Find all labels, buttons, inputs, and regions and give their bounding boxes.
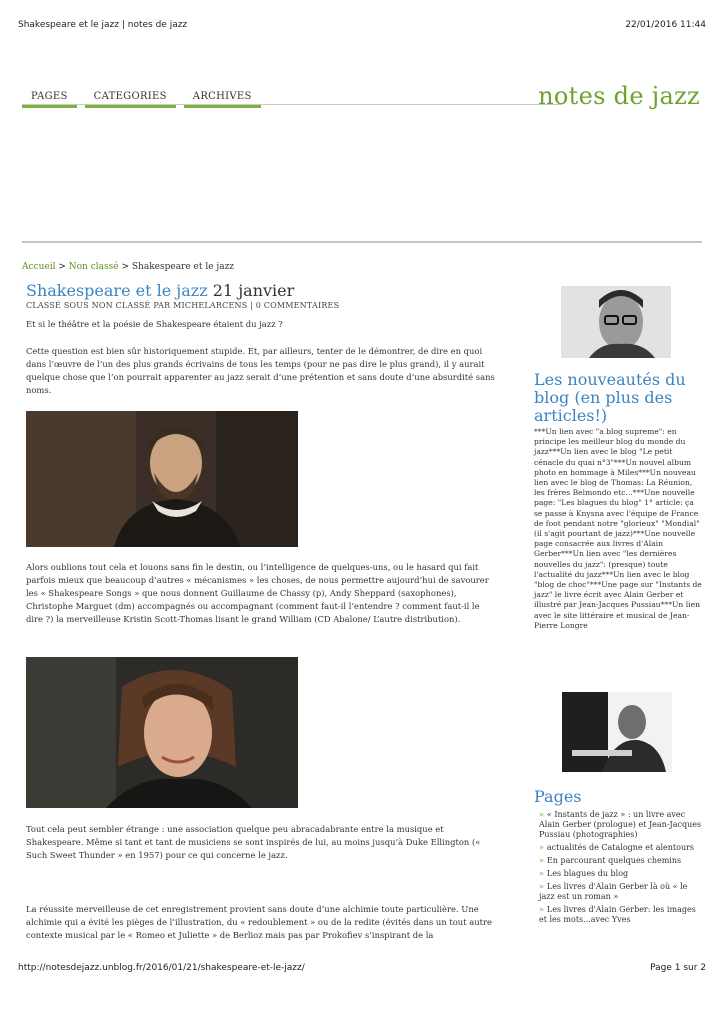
sidebar-page-link[interactable]: » En parcourant quelques chemins — [539, 856, 682, 865]
post-title — [26, 281, 294, 300]
print-page-title: Shakespeare et le jazz | notes de jazz — [18, 20, 188, 30]
breadcrumb-category[interactable]: Non classé — [68, 262, 119, 272]
sidebar-news-title: Les nouveautés du blog (en plus des articles!) — [534, 370, 686, 425]
post-date: 21 janvier — [212, 281, 295, 300]
print-header — [18, 20, 706, 34]
sidebar-news-text: ***Un lien avec "a blog supreme": en principe les meilleur blog du monde du jazz***Un lien avec le blog "Le petit cénacle du quai n°3"***Un nouvel album photo en hommage à Miles***Un nouveau lien avec le blog de Thomas: La Réunion, les frères Belmondo etc...***Une nouvelle page: "Les blagues du blog" 1° article: ça se passe à Knysna avec l'équipe de France de foot pendant notre "glorieux" "Mondial" (il s'agit pourtant de jazz)***Une nouvelle page consacrée aux livres d'Alain Gerber***Un lien avec "les dernières nouvelles du jazz": (presque) toute l'actualité du jazz***Un lien avec le blog "blog de choc"***Une page sur "Instants de jazz" le livre écrit avec Alain Gerber et illustré par Jean-Jacques Pussiau***Un lien avec le site littéraire et musical de Jean-Pierre Longre — [534, 427, 702, 630]
breadcrumb-separator: > — [121, 262, 129, 272]
post-title-link[interactable]: Shakespeare et le jazz — [26, 281, 208, 300]
sidebar-photo-man-with-glasses — [561, 286, 671, 358]
kristin-scott-thomas-image — [26, 657, 298, 808]
print-footer — [18, 963, 706, 977]
print-url: http://notesdejazz.unblog.fr/2016/01/21/shakespeare-et-le-jazz/ — [18, 963, 305, 973]
breadcrumb-current: Shakespeare et le jazz — [131, 262, 235, 272]
bullet-icon: » — [539, 856, 544, 865]
breadcrumb-home[interactable]: Accueil — [22, 262, 56, 272]
sidebar-page-link[interactable]: » actualités de Catalogne et alentours — [539, 843, 695, 852]
nav-pages[interactable]: PAGES — [22, 90, 77, 108]
post-paragraph: La réussite merveilleuse de cet enregistrement provient sans doute d’une alchimie toute particulière. Une alchimie qui a évité les pièges de l’illustration, du « redoublement » ou de la redite (évités dans un tout autre contexte musical par le « Romeo et Juliette » de Berlioz mais pas par Prokofiev s’inspirant de la — [26, 904, 492, 940]
bullet-icon: » — [539, 905, 544, 914]
sidebar-page-link[interactable]: » « Instants de jazz » : un livre avec Alain Gerber (prologue) et Jean-Jacques Pussiau (photographies) — [539, 810, 702, 839]
sidebar-pages-list — [534, 810, 702, 928]
print-date: 22/01/2016 11:44 — [625, 20, 706, 30]
main-nav — [22, 90, 261, 108]
post-paragraph: Cette question est bien sûr historiquement stupide. Et, par ailleurs, tenter de le démontrer, de dire en quoi dans l’œuvre de l’un des plus grands écrivains de tous les temps (pour ne pas dire le plus grand), il y aurait quelque chose que l’on pourrait apparenter au jazz serait d’une prétention et sans doute d’une absurdité sans noms. — [26, 346, 495, 395]
header-divider — [22, 241, 702, 243]
site-title[interactable]: notes de jazz — [538, 82, 700, 110]
sidebar-photo-pianist — [562, 692, 672, 772]
bullet-icon: » — [539, 869, 544, 878]
shakespeare-portrait-image — [26, 411, 298, 547]
post-meta: CLASSÉ SOUS NON CLASSÉ PAR MICHELARCENS | 0 COMMENTAIRES — [26, 301, 340, 310]
nav-divider — [22, 104, 562, 105]
sidebar-page-link[interactable]: » Les blagues du blog — [539, 869, 629, 878]
bullet-icon: » — [539, 843, 544, 852]
print-page-number: Page 1 sur 2 — [650, 963, 706, 973]
post-paragraph: Et si le théâtre et la poésie de Shakespeare étaient du jazz ? — [26, 319, 283, 329]
breadcrumb — [22, 262, 234, 272]
sidebar-page-link[interactable]: » Les livres d'Alain Gerber là où « le jazz est un roman » — [539, 882, 688, 901]
bullet-icon: » — [539, 882, 544, 891]
nav-archives[interactable]: ARCHIVES — [184, 90, 261, 108]
post-paragraph: Tout cela peut sembler étrange : une association quelque peu abracadabrante entre la musique et Shakespeare. Même si tant et tant de musiciens se sont inspirés de lui, au moins jusqu’à Duke Ellington (« Such Sweet Thunder » en 1957) pour ce qui concerne le jazz. — [26, 824, 481, 860]
breadcrumb-separator: > — [58, 262, 66, 272]
nav-categories[interactable]: CATEGORIES — [85, 90, 176, 108]
sidebar-page-link[interactable]: » Les livres d'Alain Gerber: les images et les mots...avec Yves — [539, 905, 696, 924]
bullet-icon: » — [539, 810, 544, 819]
post-paragraph: Alors oublions tout cela et louons sans fin le destin, ou l’intelligence de quelques-uns, ou le hasard qui fait parfois mieux que beaucoup d’autres « mécanismes » les choses, de nous permettre aujourd’hui de savourer les « Shakespeare Songs » que nous donnent Guillaume de Chassy (p), Andy Sheppard (saxophones), Christophe Marguet (dm) accompagnés ou accompagnant (comment faut-il l’entendre ? comment faut-il le dire ?) la merveilleuse Kristin Scott-Thomas lisant le grand William (CD Abalone/ L’autre distribution). — [26, 562, 489, 624]
sidebar-pages-title: Pages — [534, 787, 582, 806]
